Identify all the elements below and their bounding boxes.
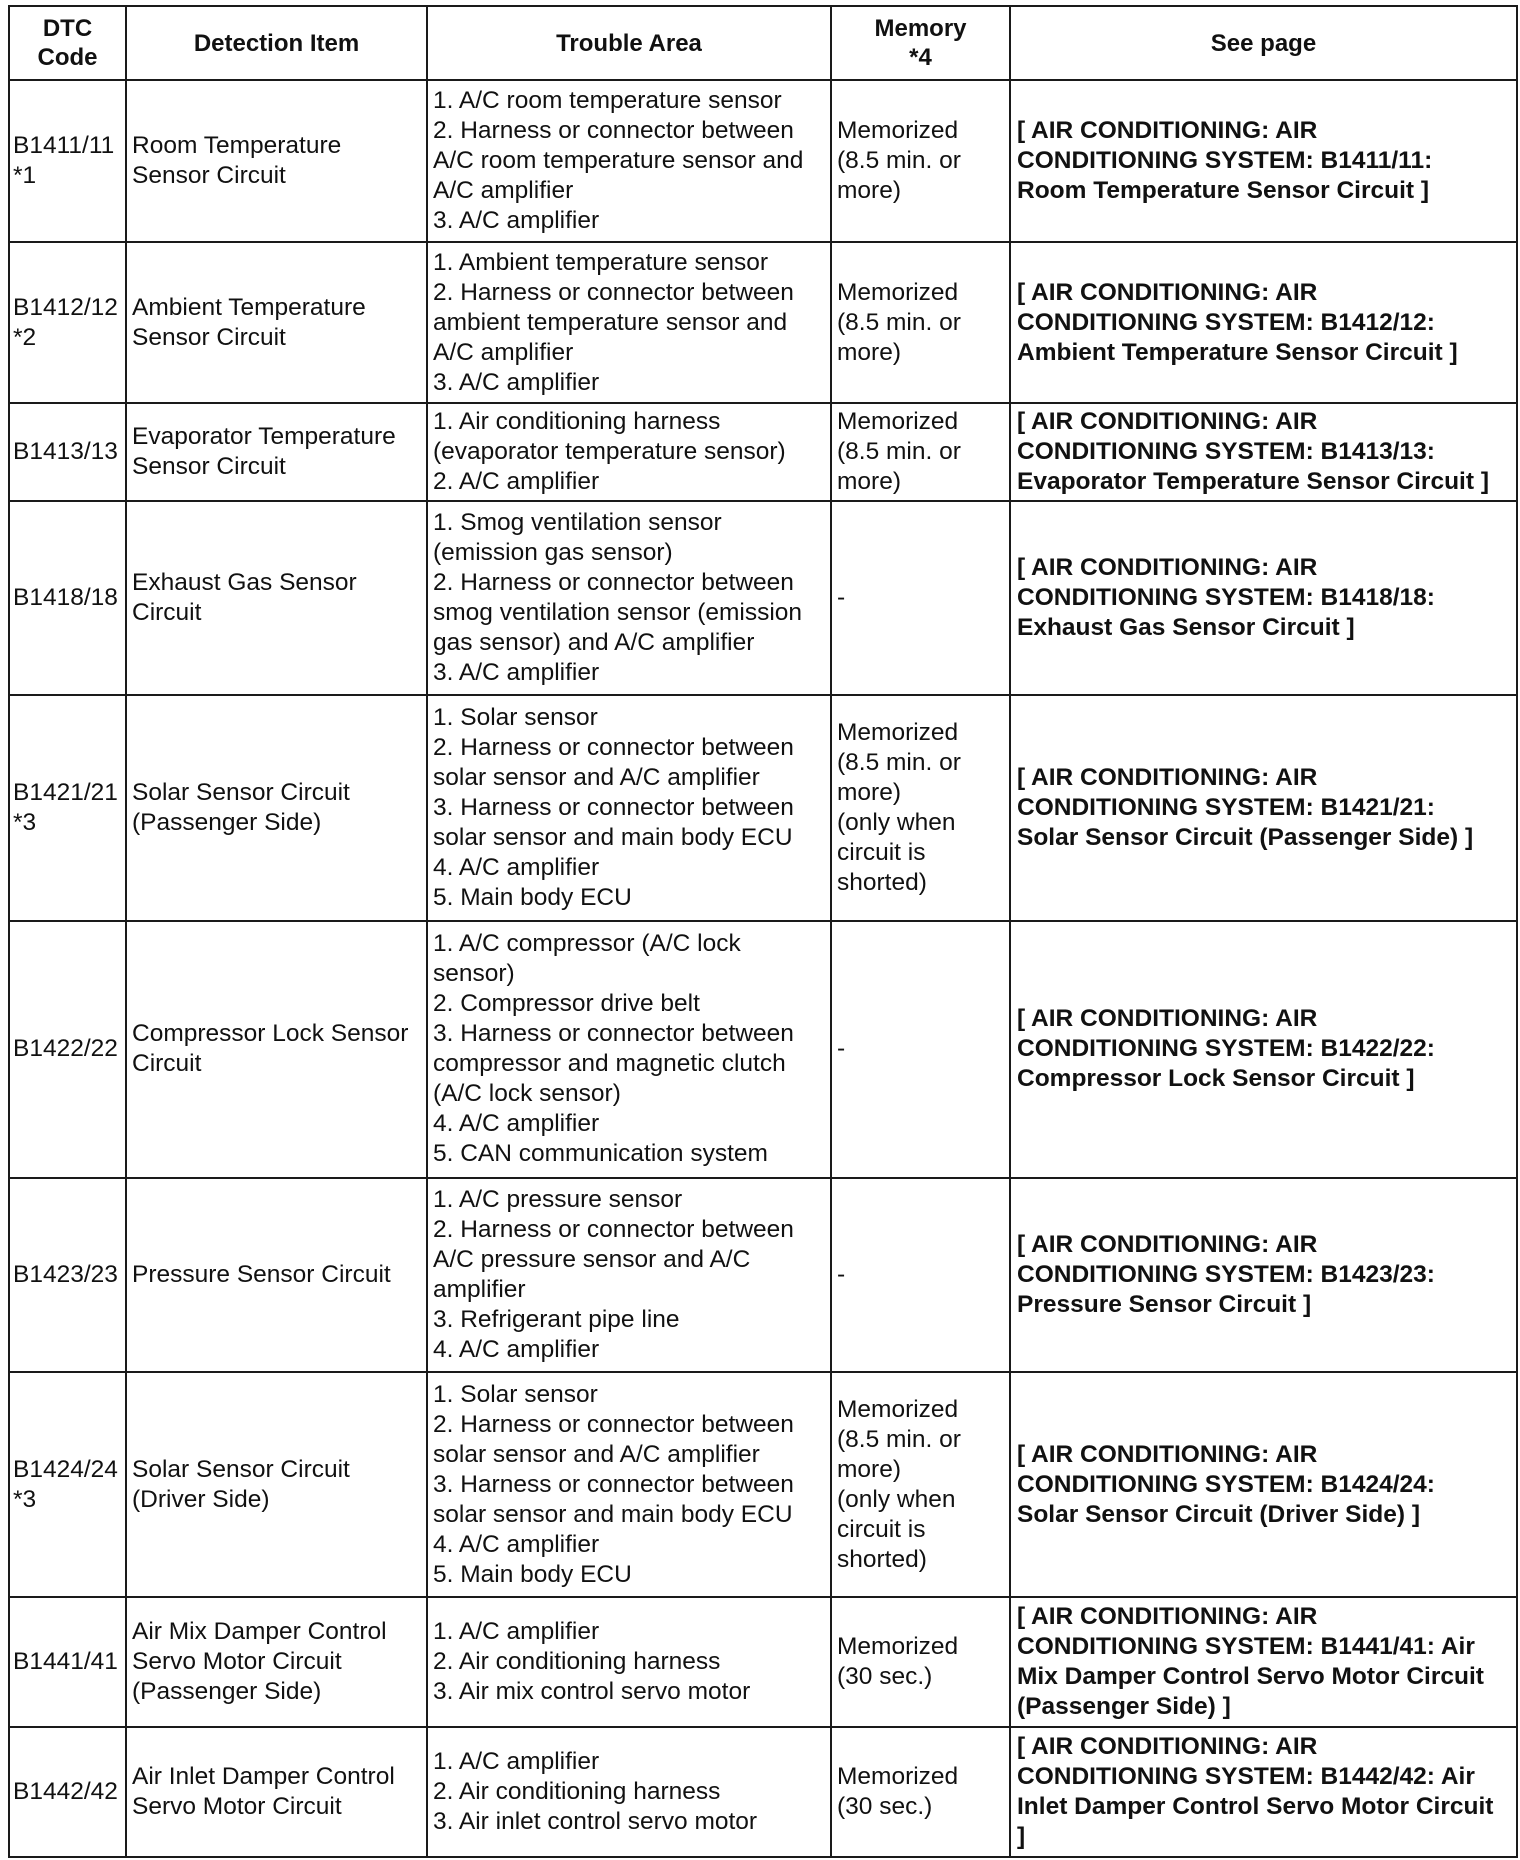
see-page-link[interactable] [1010,403,1517,501]
detection-item-cell-line: Solar Sensor Circuit [132,778,350,806]
trouble-area-cell-line: solar sensor and main body ECU [433,1500,793,1528]
see-page-link-line: Inlet Damper Control Servo Motor Circuit [1017,1793,1494,1821]
see-page-link-line: [ AIR CONDITIONING: AIR [1017,116,1318,144]
memory-cell-line: - [837,1260,846,1288]
trouble-area-cell-line: 1. Smog ventilation sensor [433,509,722,537]
table-row [9,695,1517,921]
see-page-link-line: Room Temperature Sensor Circuit ] [1017,176,1430,204]
see-page-link[interactable] [1010,1178,1517,1372]
header-label-line: Memory [874,15,967,42]
memory-cell [831,242,1010,404]
trouble-area-cell [427,242,831,404]
detection-item-cell-line: (Passenger Side) [132,808,322,836]
see-page-link-line: CONDITIONING SYSTEM: B1413/13: [1017,438,1435,466]
trouble-area-cell-line: 5. Main body ECU [433,1560,632,1588]
see-page-link-line: CONDITIONING SYSTEM: B1442/42: Air [1017,1763,1475,1791]
trouble-area-cell-line: 1. Air conditioning harness [433,408,721,436]
trouble-area-cell-line: 1. A/C amplifier [433,1748,600,1776]
see-page-link-line: CONDITIONING SYSTEM: B1421/21: [1017,793,1435,821]
trouble-area-cell-line: A/C room temperature sensor and [433,146,804,174]
table-row [9,921,1517,1179]
detection-item-cell-line: Pressure Sensor Circuit [132,1260,391,1288]
memory-cell-line: (8.5 min. or [837,1425,961,1453]
memory-cell-line: (30 sec.) [837,1793,933,1821]
see-page-link-line: Exhaust Gas Sensor Circuit ] [1017,614,1355,642]
detection-item-cell-line: (Driver Side) [132,1485,270,1513]
trouble-area-cell-line: solar sensor and A/C amplifier [433,1440,760,1468]
memory-cell-line: Memorized [837,116,959,144]
detection-item-cell [126,1372,427,1598]
header-row [9,6,1517,80]
table-row [9,403,1517,501]
see-page-link-line: [ AIR CONDITIONING: AIR [1017,1440,1318,1468]
trouble-area-cell-line: 1. A/C pressure sensor [433,1185,683,1213]
trouble-area-cell-line: 4. A/C amplifier [433,1335,600,1363]
trouble-area-cell-line: A/C pressure sensor and A/C [433,1245,751,1273]
detection-item-cell [126,695,427,921]
see-page-link-line: CONDITIONING SYSTEM: B1412/12: [1017,308,1435,336]
memory-cell-line: shorted) [837,1545,927,1573]
trouble-area-cell-line: 3. Harness or connector between [433,1470,794,1498]
dtc-code-cell [9,1372,126,1598]
trouble-area-cell-line: 1. A/C amplifier [433,1618,600,1646]
trouble-area-cell-line: 5. CAN communication system [433,1140,768,1168]
dtc-code-cell-line: *3 [13,808,37,836]
header-label-line: See page [1210,29,1317,57]
trouble-area-cell-line: A/C amplifier [433,176,574,204]
dtc-code-cell-line: B1411/11 [13,131,115,159]
see-page-link-line: Solar Sensor Circuit (Driver Side) ] [1017,1500,1420,1528]
trouble-area-cell-line: 1. Ambient temperature sensor [433,248,769,276]
dtc-code-cell-line: *1 [13,161,37,189]
trouble-area-cell-line: (emission gas sensor) [433,539,673,567]
header-label-line: Trouble Area [556,29,702,57]
see-page-link-line: Compressor Lock Sensor Circuit ] [1017,1065,1415,1093]
detection-item-cell [126,921,427,1179]
header-label-line: DTC [42,15,93,42]
trouble-area-cell-line: 2. Harness or connector between [433,116,794,144]
trouble-area-cell [427,403,831,501]
trouble-area-cell [427,501,831,695]
see-page-link-line: CONDITIONING SYSTEM: B1423/23: [1017,1260,1435,1288]
dtc-code-cell [9,1727,126,1857]
table-row [9,80,1517,242]
see-page-link[interactable] [1010,1727,1517,1857]
detection-item-cell-line: Compressor Lock Sensor [132,1020,409,1048]
trouble-area-cell-line: 3. Harness or connector between [433,793,794,821]
table-row [9,1372,1517,1598]
memory-cell-line: Memorized [837,1395,959,1423]
trouble-area-cell-line: A/C amplifier [433,338,574,366]
trouble-area-cell-line: 2. Harness or connector between [433,733,794,761]
dtc-code-cell-line: B1418/18 [13,584,118,612]
detection-item-cell-line: (Passenger Side) [132,1678,322,1706]
trouble-area-cell-line: ambient temperature sensor and [433,308,788,336]
memory-cell-line: more) [837,468,901,496]
memory-cell-line: (only when [837,1485,956,1513]
dtc-code-cell-line: B1442/42 [13,1778,118,1806]
dtc-code-cell-line: B1421/21 [13,778,118,806]
trouble-area-cell-line: (A/C lock sensor) [433,1080,621,1108]
trouble-area-cell-line: 2. Compressor drive belt [433,990,700,1018]
see-page-link-line: ] [1017,1823,1026,1851]
trouble-area-cell-line: 2. Harness or connector between [433,1215,794,1243]
trouble-area-cell-line: 4. A/C amplifier [433,1530,600,1558]
dtc-code-cell [9,80,126,242]
header-see-page [1010,6,1517,80]
see-page-link-line: (Passenger Side) ] [1017,1693,1231,1721]
memory-cell-line: circuit is [837,1515,926,1543]
see-page-link-line: Pressure Sensor Circuit ] [1017,1290,1312,1318]
see-page-link-line: CONDITIONING SYSTEM: B1418/18: [1017,584,1435,612]
table-row [9,1178,1517,1372]
header-label-line: *4 [909,44,932,71]
see-page-link-line: [ AIR CONDITIONING: AIR [1017,408,1318,436]
dtc-code-cell-line: B1412/12 [13,293,118,321]
detection-item-cell [126,1727,427,1857]
detection-item-cell [126,1178,427,1372]
see-page-link-line: CONDITIONING SYSTEM: B1441/41: Air [1017,1633,1475,1661]
detection-item-cell-line: Sensor Circuit [132,161,286,189]
dtc-code-cell [9,242,126,404]
memory-cell-line: Memorized [837,1763,959,1791]
trouble-area-cell [427,1372,831,1598]
detection-item-cell [126,242,427,404]
header-dtc-code [9,6,126,80]
trouble-area-cell-line: 1. Solar sensor [433,703,598,731]
trouble-area-cell [427,1178,831,1372]
detection-item-cell [126,80,427,242]
dtc-code-cell-line: B1423/23 [13,1260,118,1288]
memory-cell [831,1372,1010,1598]
detection-item-cell-line: Sensor Circuit [132,453,286,481]
trouble-area-cell-line: smog ventilation sensor (emission [433,599,803,627]
dtc-code-cell [9,501,126,695]
dtc-code-cell [9,921,126,1179]
see-page-link-line: Mix Damper Control Servo Motor Circuit [1017,1663,1484,1691]
dtc-code-cell-line: B1422/22 [13,1035,118,1063]
memory-cell-line: Memorized [837,408,959,436]
trouble-area-cell [427,1727,831,1857]
see-page-link-line: [ AIR CONDITIONING: AIR [1017,1005,1318,1033]
trouble-area-cell-line: 2. Harness or connector between [433,278,794,306]
detection-item-cell-line: Solar Sensor Circuit [132,1455,350,1483]
memory-cell [831,1597,1010,1727]
dtc-code-cell [9,1597,126,1727]
header-trouble-area [427,6,831,80]
detection-item-cell-line: Circuit [132,1050,202,1078]
memory-cell-line: shorted) [837,868,927,896]
memory-cell-line: - [837,584,846,612]
see-page-link-line: Ambient Temperature Sensor Circuit ] [1017,338,1458,366]
detection-item-cell-line: Exhaust Gas Sensor [132,569,357,597]
detection-item-cell-line: Ambient Temperature [132,293,366,321]
table-row [9,1727,1517,1857]
trouble-area-cell-line: 2. Air conditioning harness [433,1648,721,1676]
see-page-link-line: Solar Sensor Circuit (Passenger Side) ] [1017,823,1474,851]
table-row [9,1597,1517,1727]
see-page-link-line: [ AIR CONDITIONING: AIR [1017,763,1318,791]
see-page-link[interactable] [1010,1597,1517,1727]
trouble-area-cell-line: 2. Harness or connector between [433,569,794,597]
see-page-link-line: CONDITIONING SYSTEM: B1411/11: [1017,146,1433,174]
detection-item-cell-line: Sensor Circuit [132,323,286,351]
detection-item-cell-line: Evaporator Temperature [132,423,396,451]
trouble-area-cell-line: sensor) [433,960,515,988]
memory-cell-line: more) [837,338,901,366]
trouble-area-cell-line: 3. Air mix control servo motor [433,1678,751,1706]
table-row [9,242,1517,404]
dtc-code-cell [9,695,126,921]
header-detection-item [126,6,427,80]
table-row [9,501,1517,695]
memory-cell [831,501,1010,695]
trouble-area-cell-line: 3. Harness or connector between [433,1020,794,1048]
dtc-code-cell-line: B1413/13 [13,438,118,466]
memory-cell [831,403,1010,501]
see-page-link-line: [ AIR CONDITIONING: AIR [1017,1603,1318,1631]
see-page-link[interactable] [1010,242,1517,404]
trouble-area-cell-line: (evaporator temperature sensor) [433,438,786,466]
see-page-link-line: Evaporator Temperature Sensor Circuit ] [1017,468,1489,496]
trouble-area-cell-line: 2. Harness or connector between [433,1410,794,1438]
detection-item-cell-line: Servo Motor Circuit [132,1648,342,1676]
see-page-link-line: [ AIR CONDITIONING: AIR [1017,1230,1318,1258]
detection-item-cell [126,1597,427,1727]
memory-cell-line: circuit is [837,838,926,866]
trouble-area-cell-line: 1. A/C room temperature sensor [433,86,782,114]
see-page-link[interactable] [1010,80,1517,242]
trouble-area-cell-line: 3. A/C amplifier [433,206,600,234]
detection-item-cell-line: Servo Motor Circuit [132,1793,342,1821]
dtc-code-cell [9,1178,126,1372]
memory-cell-line: (only when [837,808,956,836]
dtc-table-body [9,80,1517,1857]
dtc-code-cell-line: B1424/24 [13,1455,118,1483]
memory-cell-line: (8.5 min. or [837,748,961,776]
see-page-link[interactable] [1010,1372,1517,1598]
trouble-area-cell-line: 3. Refrigerant pipe line [433,1305,680,1333]
see-page-link-line: CONDITIONING SYSTEM: B1424/24: [1017,1470,1435,1498]
trouble-area-cell-line: 4. A/C amplifier [433,1110,600,1138]
trouble-area-cell-line: 1. Solar sensor [433,1380,598,1408]
memory-cell-line: more) [837,778,901,806]
see-page-link-line: [ AIR CONDITIONING: AIR [1017,278,1318,306]
trouble-area-cell-line: 3. A/C amplifier [433,368,600,396]
memory-cell-line: Memorized [837,278,959,306]
trouble-area-cell-line: solar sensor and main body ECU [433,823,793,851]
trouble-area-cell [427,1597,831,1727]
trouble-area-cell-line: 3. A/C amplifier [433,659,600,687]
memory-cell-line: more) [837,176,901,204]
memory-cell-line: (30 sec.) [837,1663,933,1691]
dtc-code-cell-line: *2 [13,323,37,351]
memory-cell-line: more) [837,1455,901,1483]
trouble-area-cell-line: 2. A/C amplifier [433,468,600,496]
see-page-link[interactable] [1010,695,1517,921]
see-page-link-line: CONDITIONING SYSTEM: B1422/22: [1017,1035,1435,1063]
trouble-area-cell [427,921,831,1179]
see-page-link-line: [ AIR CONDITIONING: AIR [1017,1733,1318,1761]
detection-item-cell-line: Room Temperature [132,131,342,159]
dtc-code-cell [9,403,126,501]
trouble-area-cell-line: 5. Main body ECU [433,883,632,911]
dtc-table [8,5,1518,1858]
memory-cell [831,1178,1010,1372]
header-label-line: Code [37,44,98,71]
trouble-area-cell-line: compressor and magnetic clutch [433,1050,786,1078]
memory-cell-line: (8.5 min. or [837,308,961,336]
trouble-area-cell [427,80,831,242]
memory-cell [831,921,1010,1179]
trouble-area-cell-line: gas sensor) and A/C amplifier [433,629,755,657]
memory-cell [831,80,1010,242]
detection-item-cell-line: Air Inlet Damper Control [132,1763,395,1791]
memory-cell [831,695,1010,921]
detection-item-cell-line: Air Mix Damper Control [132,1618,387,1646]
dtc-code-cell-line: *3 [13,1485,37,1513]
memory-cell-line: Memorized [837,1633,959,1661]
detection-item-cell [126,501,427,695]
trouble-area-cell-line: 2. Air conditioning harness [433,1778,721,1806]
memory-cell-line: - [837,1035,846,1063]
dtc-code-cell-line: B1441/41 [13,1648,118,1676]
see-page-link[interactable] [1010,501,1517,695]
header-memory [831,6,1010,80]
trouble-area-cell-line: 3. Air inlet control servo motor [433,1808,758,1836]
trouble-area-cell-line: 4. A/C amplifier [433,853,600,881]
trouble-area-cell-line: 1. A/C compressor (A/C lock [433,930,741,958]
trouble-area-cell-line: amplifier [433,1275,526,1303]
see-page-link-line: [ AIR CONDITIONING: AIR [1017,554,1318,582]
detection-item-cell-line: Circuit [132,599,202,627]
memory-cell-line: (8.5 min. or [837,146,961,174]
detection-item-cell [126,403,427,501]
trouble-area-cell [427,695,831,921]
memory-cell-line: Memorized [837,718,959,746]
trouble-area-cell-line: solar sensor and A/C amplifier [433,763,760,791]
header-label-line: Detection Item [193,29,360,57]
see-page-link[interactable] [1010,921,1517,1179]
memory-cell-line: (8.5 min. or [837,438,961,466]
memory-cell [831,1727,1010,1857]
